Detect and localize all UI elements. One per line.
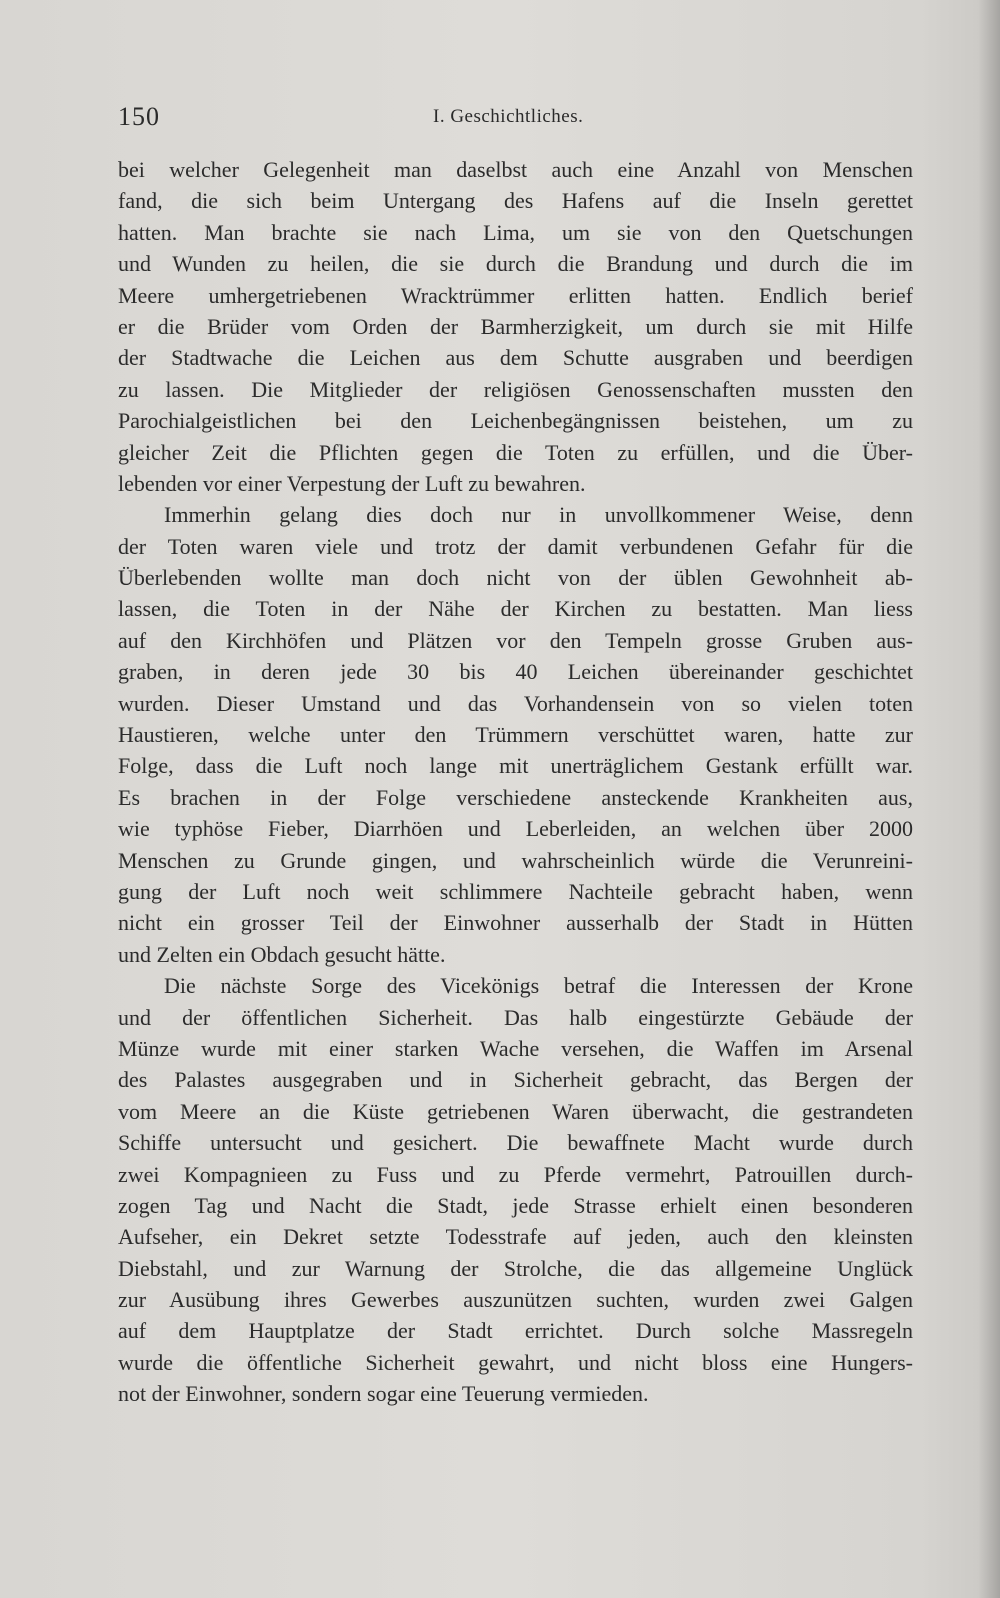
text-line: und der öffentlichen Sicherheit. Das halb eingestürzte Gebäude der <box>118 1004 913 1030</box>
text-line: der Stadtwache die Leichen aus dem Schutte ausgraben und beerdigen <box>118 345 913 371</box>
text-line: graben, in deren jede 30 bis 40 Leichen übereinander geschichtet <box>118 659 913 685</box>
text-line: auf dem Hauptplatze der Stadt errichtet. Durch solche Massregeln <box>118 1318 913 1344</box>
text-line: zwei Kompagnieen zu Fuss und zu Pferde vermehrt, Patrouillen durch- <box>118 1161 913 1187</box>
page-gutter-shadow <box>978 0 1000 1598</box>
text-line: Folge, dass die Luft noch lange mit unerträglichem Gestank erfüllt war. <box>118 753 913 779</box>
paragraph-2 <box>118 499 913 970</box>
text-line: zu lassen. Die Mitglieder der religiösen Genossenschaften mussten den <box>118 376 913 402</box>
text-line: und Zelten ein Obdach gesucht hätte. <box>118 941 446 967</box>
text-line: Es brachen in der Folge verschiedene ansteckende Krankheiten aus, <box>118 784 913 810</box>
text-line: Menschen zu Grunde gingen, und wahrscheinlich würde die Verunreini- <box>118 847 913 873</box>
text-line: und Wunden zu heilen, die sie durch die Brandung und durch die im <box>118 251 913 277</box>
text-line: gung der Luft noch weit schlimmere Nachteile gebracht haben, wenn <box>118 878 913 904</box>
text-line: Münze wurde mit einer starken Wache versehen, die Waffen im Arsenal <box>118 1035 913 1061</box>
text-line: wie typhöse Fieber, Diarrhöen und Leberleiden, an welchen über 2000 <box>118 816 913 842</box>
text-line: not der Einwohner, sondern sogar eine Teuerung vermieden. <box>118 1381 649 1407</box>
text-line: zogen Tag und Nacht die Stadt, jede Strasse erhielt einen besonderen <box>118 1192 913 1218</box>
text-line: wurden. Dieser Umstand und das Vorhandensein von so vielen toten <box>118 690 913 716</box>
text-line: bei welcher Gelegenheit man daselbst auch eine Anzahl von Menschen <box>118 157 913 182</box>
text-line: hatten. Man brachte sie nach Lima, um sie von den Quetschungen <box>118 219 913 245</box>
text-line: Die nächste Sorge des Vicekönigs betraf die Interessen der Krone <box>164 973 913 999</box>
text-line: fand, die sich beim Untergang des Hafens auf die Inseln gerettet <box>118 188 913 214</box>
running-head: I. Geschichtliches. <box>433 106 584 127</box>
text-line: Aufseher, ein Dekret setzte Todesstrafe auf jeden, auch den kleinsten <box>118 1224 913 1250</box>
text-line: Parochialgeistlichen bei den Leichenbegängnissen beistehen, um zu <box>118 408 913 434</box>
text-line: nicht ein grosser Teil der Einwohner ausserhalb der Stadt in Hütten <box>118 910 913 936</box>
text-line: vom Meere an die Küste getriebenen Waren überwacht, die gestrandeten <box>118 1098 913 1124</box>
text-line: Immerhin gelang dies doch nur in unvollkommener Weise, denn <box>164 502 913 528</box>
text-line: Schiffe untersucht und gesichert. Die bewaffnete Macht wurde durch <box>118 1130 913 1156</box>
text-line: gleicher Zeit die Pflichten gegen die Toten zu erfüllen, und die Über- <box>118 439 913 465</box>
text-line: auf den Kirchhöfen und Plätzen vor den Tempeln grosse Gruben aus- <box>118 627 913 653</box>
text-line: wurde die öffentliche Sicherheit gewahrt, und nicht bloss eine Hungers- <box>118 1349 913 1375</box>
body-text <box>118 154 913 1410</box>
text-line: er die Brüder vom Orden der Barmherzigkeit, um durch sie mit Hilfe <box>118 313 913 339</box>
text-line: des Palastes ausgegraben und in Sicherheit gebracht, das Bergen der <box>118 1067 913 1093</box>
text-line: Diebstahl, und zur Warnung der Strolche, die das allgemeine Unglück <box>118 1255 913 1281</box>
text-line: Meere umhergetriebenen Wracktrümmer erlitten hatten. Endlich berief <box>118 282 913 308</box>
text-line: der Toten waren viele und trotz der damit verbundenen Gefahr für die <box>118 533 913 559</box>
text-line: Überlebenden wollte man doch nicht von der üblen Gewohnheit ab- <box>118 565 913 591</box>
text-line: zur Ausübung ihres Gewerbes auszunützen suchten, wurden zwei Galgen <box>118 1287 913 1313</box>
paragraph-1 <box>118 154 913 499</box>
page-header <box>118 102 913 142</box>
paragraph-3 <box>118 970 913 1409</box>
text-line: lassen, die Toten in der Nähe der Kirchen zu bestatten. Man liess <box>118 596 913 622</box>
text-line: lebenden vor einer Verpestung der Luft zu bewahren. <box>118 470 586 496</box>
text-line: Haustieren, welche unter den Trümmern verschüttet waren, hatte zur <box>118 722 913 748</box>
page-number: 150 <box>118 102 160 131</box>
